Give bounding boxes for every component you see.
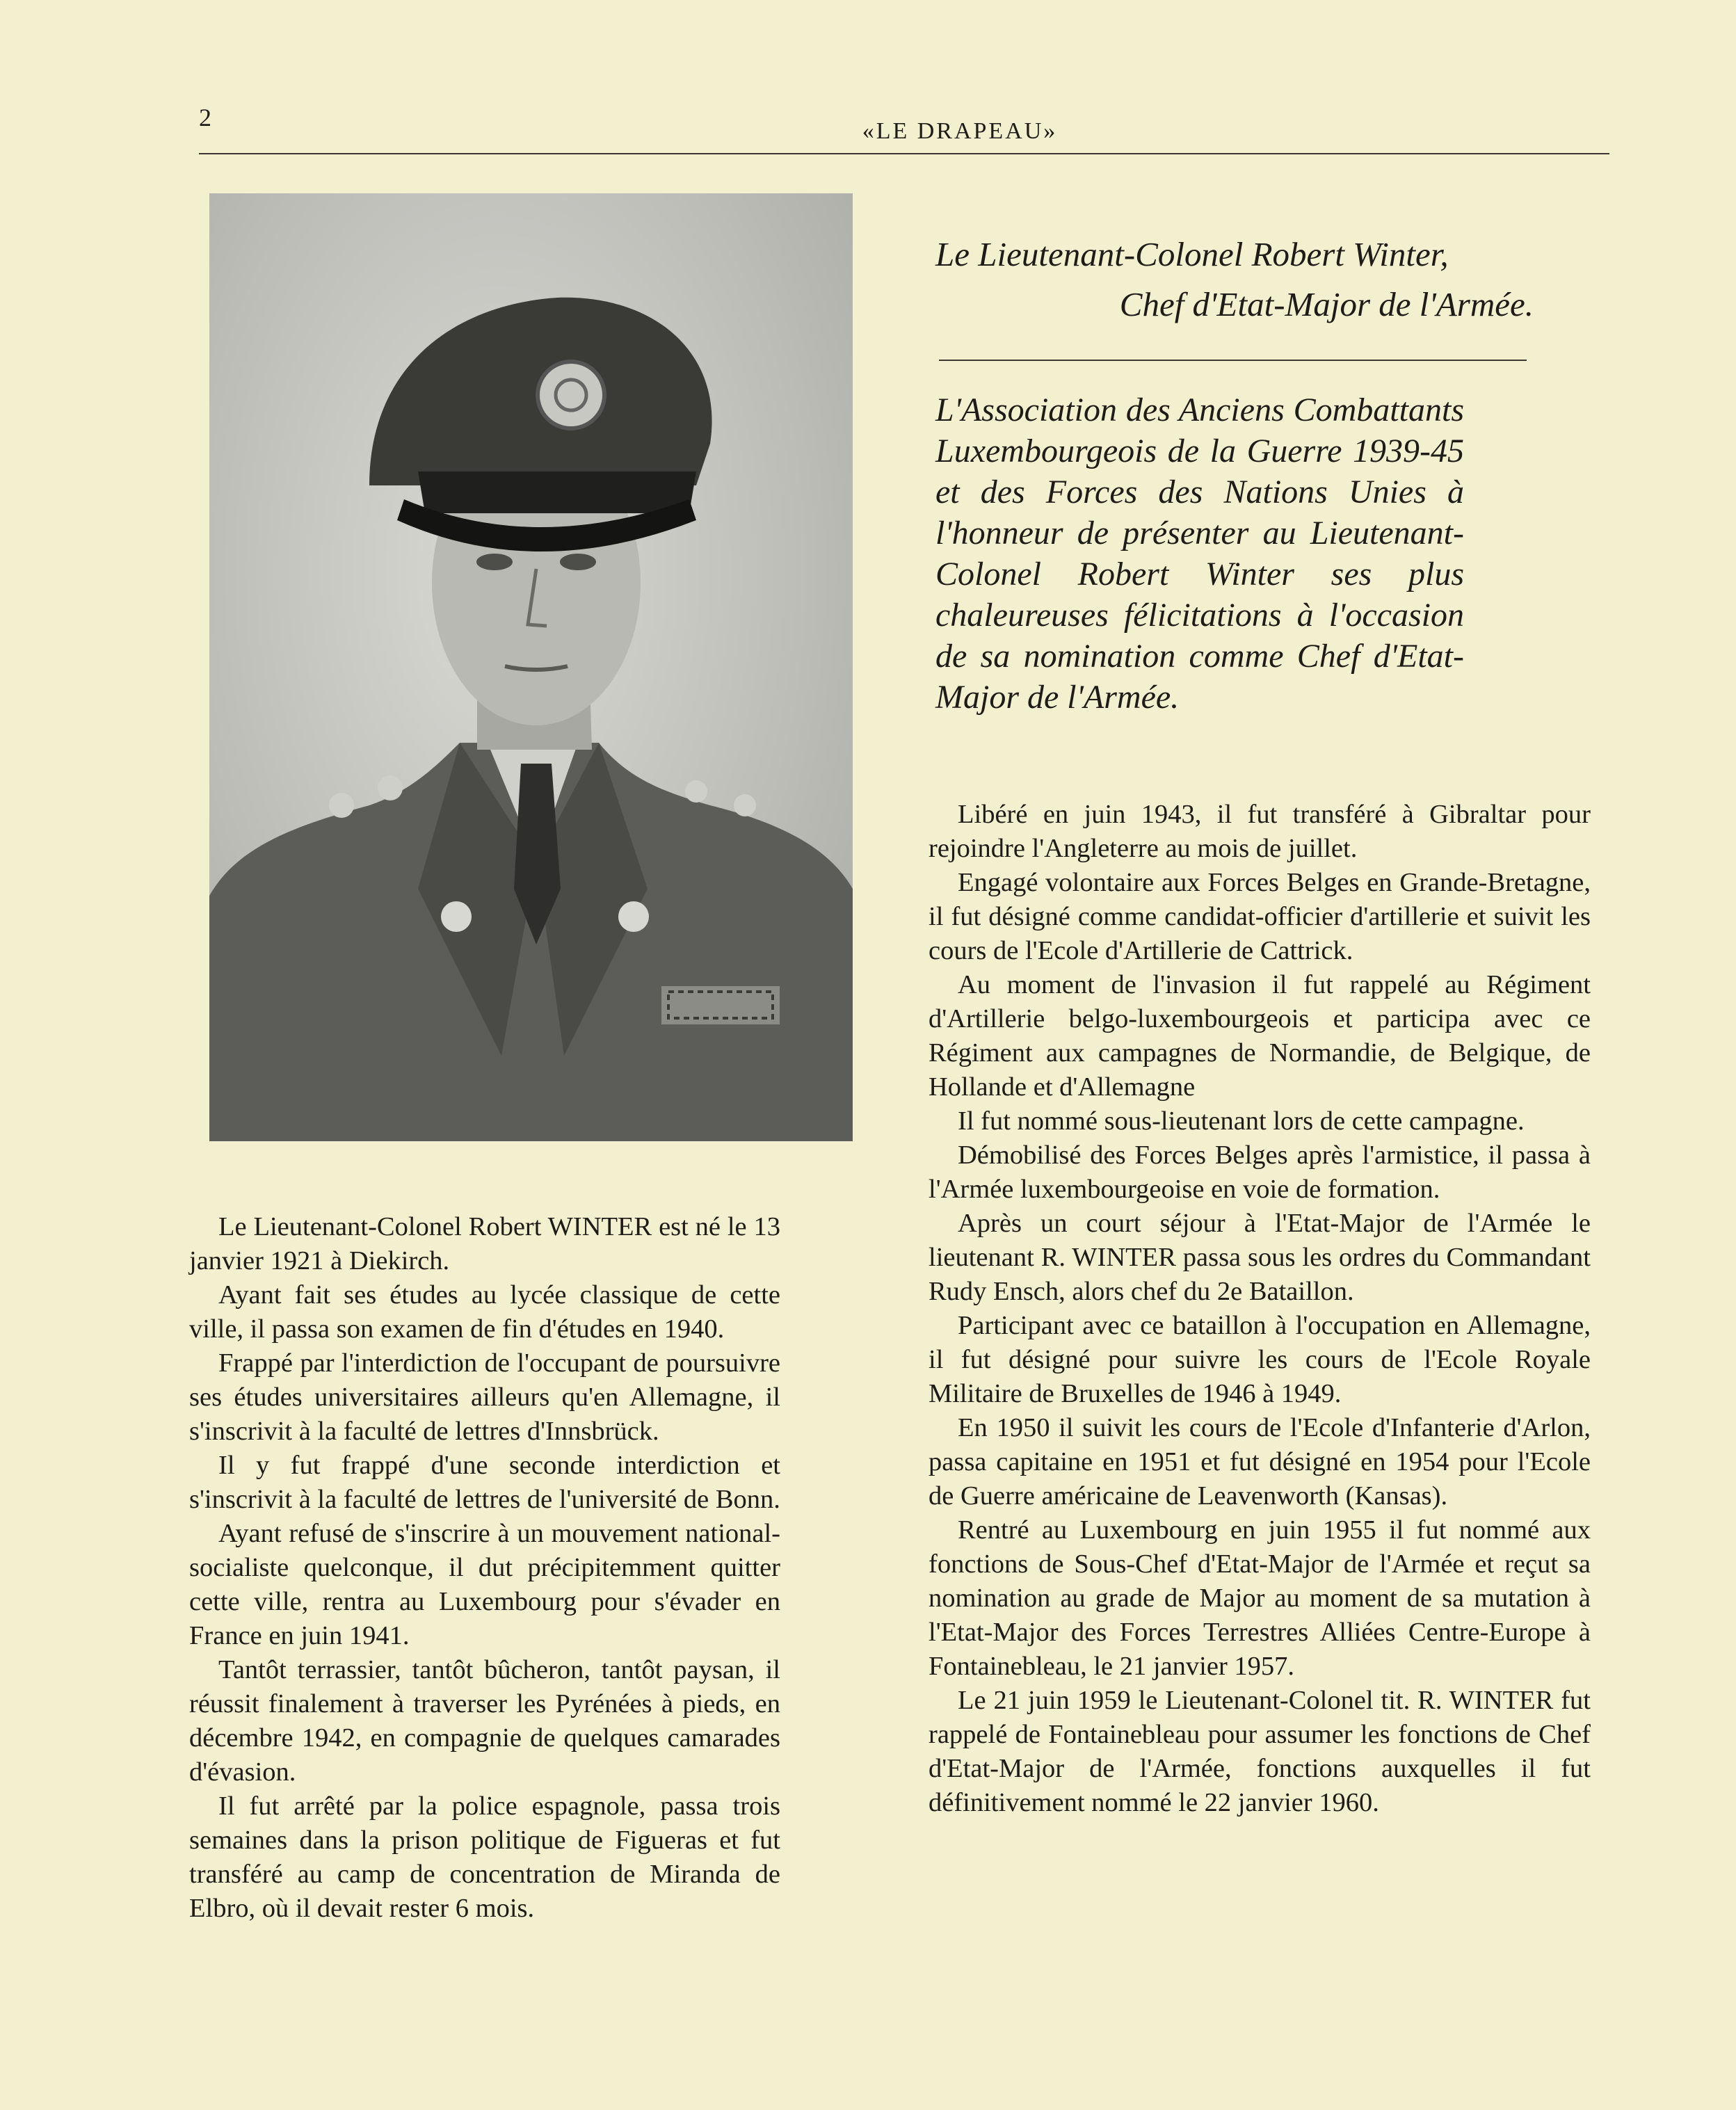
paragraph: Ayant fait ses études au lycée classique de cette ville, il passa son examen de fin d'études en 1940. — [189, 1280, 780, 1344]
right-article-column — [929, 798, 1591, 1820]
paragraph: Il fut arrêté par la police espagnole, passa trois semaines dans la prison politique de Figueras et fut transféré au camp de concentration de Miranda de Elbro, où il devait rester 6 mois. — [189, 1791, 780, 1923]
paragraph: Rentré au Luxembourg en juin 1955 il fut nommé aux fonctions de Sous-Chef d'Etat-Major de l'Armée et reçut sa nomination au grade de Major au moment de sa mutation à l'Etat-Major des Forces Terrestres Alliées Centre-Europe à Fontainebleau, le 21 janvier 1957. — [929, 1515, 1591, 1681]
paragraph: Il fut nommé sous-lieutenant lors de cette campagne. — [958, 1106, 1525, 1136]
paragraph: Le Lieutenant-Colonel Robert WINTER est né le 13 janvier 1921 à Diekirch. — [189, 1212, 780, 1275]
paragraph: Ayant refusé de s'inscrire à un mouvement national-socialiste quelconque, il dut précipitemment quitter cette ville, rentra au Luxembourg pour s'évader en France en juin 1941. — [189, 1519, 780, 1650]
paragraph: Engagé volontaire aux Forces Belges en Grande-Bretagne, il fut désigné comme candidat-officier d'artillerie et suivit les cours de l'Ecole d'Artillerie de Cattrick. — [929, 868, 1591, 965]
portrait-photo — [209, 193, 853, 1141]
caption-line-2: Chef d'Etat-Major de l'Armée. — [1119, 285, 1534, 323]
paragraph: Libéré en juin 1943, il fut transféré à Gibraltar pour rejoindre l'Angleterre au mois de juillet. — [929, 800, 1591, 863]
paragraph: Après un court séjour à l'Etat-Major de l'Armée le lieutenant R. WINTER passa sous les ordres du Commandant Rudy Ensch, alors chef du 2e Bataillon. — [929, 1209, 1591, 1306]
paragraph: Le 21 juin 1959 le Lieutenant-Colonel tit. R. WINTER fut rappelé de Fontainebleau pour assumer les fonctions de Chef d'Etat-Major de l'Armée, fonctions auxquelles il fut définitivement nommé le 22 janvier 1960. — [929, 1686, 1591, 1817]
tribute-paragraph: L'Association des Anciens Combattants Luxembourgeois de la Guerre 1939-45 et des Forces des Nations Unies à l'honneur de présenter au Lieutenant-Colonel Robert Winter ses plus chaleureuses félicitations à l'occasion de sa nomination comme Chef d'Etat-Major de l'Armée. — [935, 392, 1464, 716]
caption-line-1: Le Lieutenant-Colonel Robert Winter, — [935, 235, 1449, 273]
paragraph: Tantôt terrassier, tantôt bûcheron, tantôt paysan, il réussit finalement à traverser les Pyrénées à pieds, en décembre 1942, en compagnie de quelques camarades d'évasion. — [189, 1655, 780, 1787]
header-rule — [199, 153, 1609, 154]
caption-rule — [939, 360, 1527, 361]
page-number: 2 — [199, 104, 211, 131]
running-head: «LE DRAPEAU» — [862, 118, 1058, 144]
paragraph: Frappé par l'interdiction de l'occupant de poursuivre ses études universitaires ailleurs qu'en Allemagne, il s'inscrivit à la faculté de lettres d'Innsbrück. — [189, 1348, 780, 1446]
photo-caption — [935, 229, 1534, 330]
paragraph: Au moment de l'invasion il fut rappelé au Régiment d'Artillerie belgo-luxembourgeois et participa avec ce Régiment aux campagnes de Normandie, de Belgique, de Hollande et d'Allemagne — [929, 970, 1591, 1102]
left-article-column — [189, 1210, 780, 1926]
paragraph: Démobilisé des Forces Belges après l'armistice, il passa à l'Armée luxembourgeoise en voie de formation. — [929, 1141, 1591, 1204]
paragraph: Participant avec ce bataillon à l'occupation en Allemagne, il fut désigné pour suivre les cours de l'Ecole Royale Militaire de Bruxelles de 1946 à 1949. — [929, 1311, 1591, 1408]
paragraph: En 1950 il suivit les cours de l'Ecole d'Infanterie d'Arlon, passa capitaine en 1951 et fut désigné en 1954 pour l'Ecole de Guerre américaine de Leavenworth (Kansas). — [929, 1413, 1591, 1511]
paragraph: Il y fut frappé d'une seconde interdiction et s'inscrivit à la faculté de lettres de l'université de Bonn. — [189, 1451, 780, 1514]
